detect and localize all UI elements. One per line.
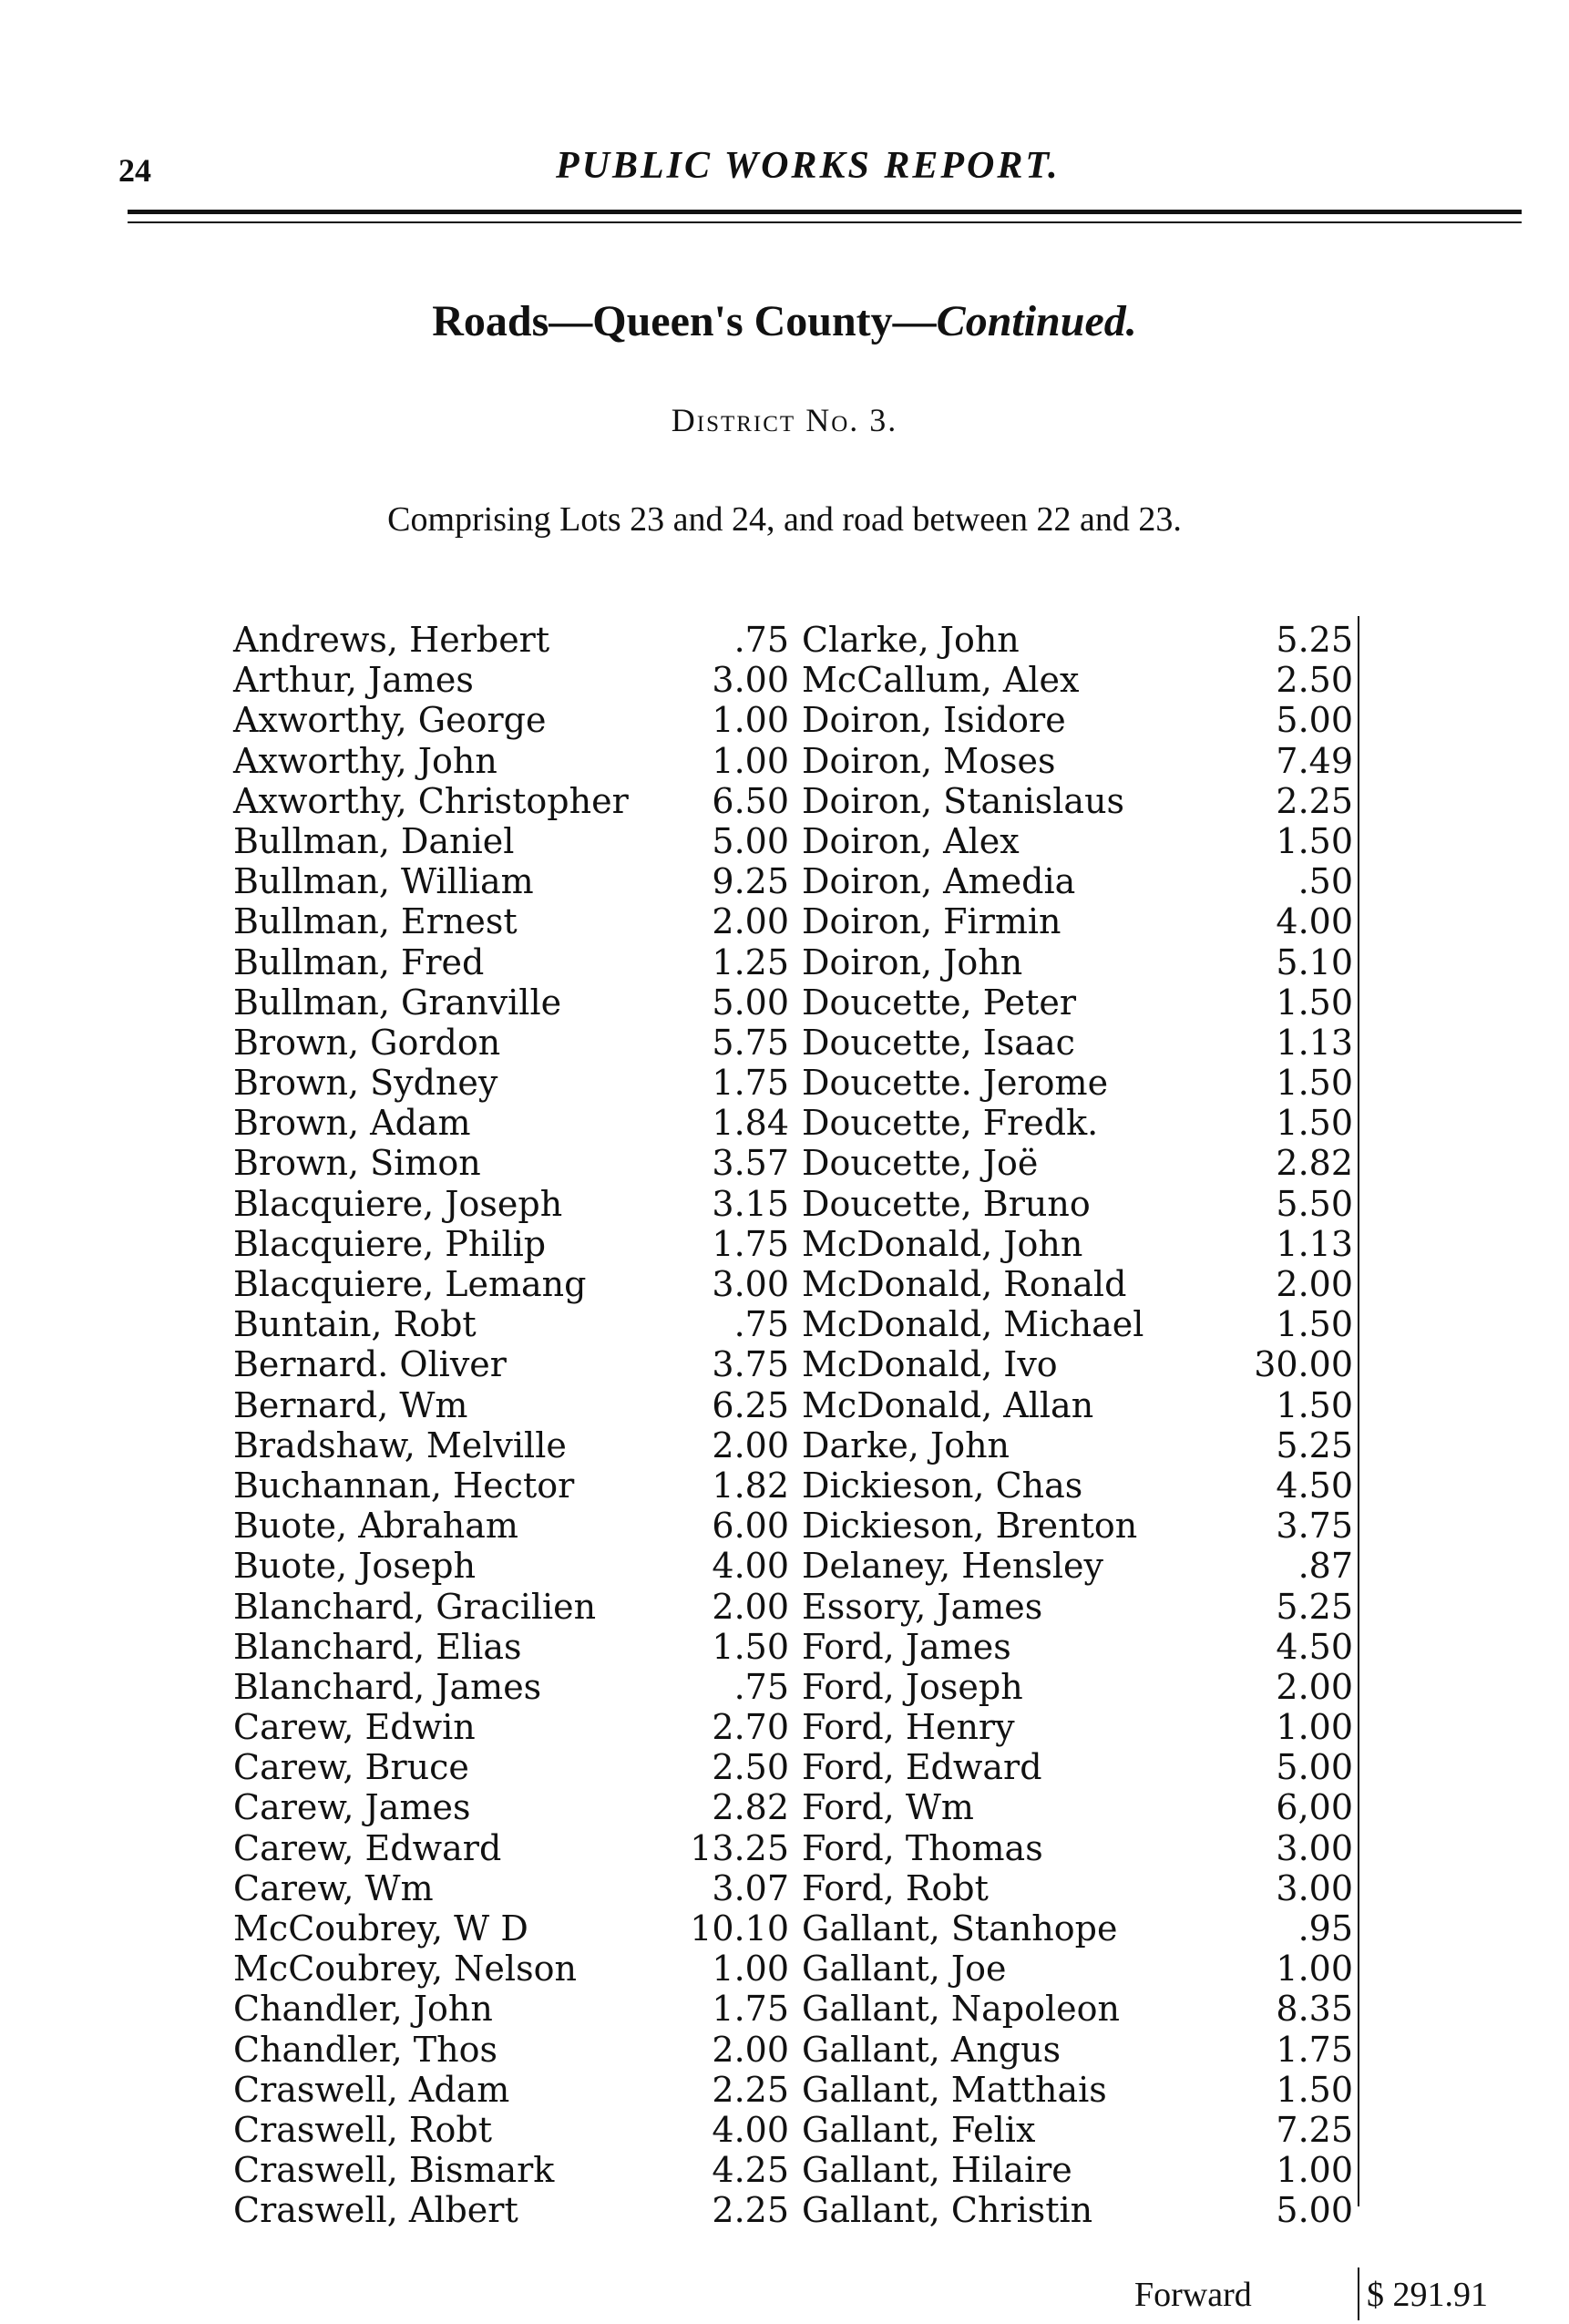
- payment-amount: 2.00: [1276, 1264, 1353, 1304]
- payment-amount: 2.00: [712, 1424, 789, 1465]
- list-item: [802, 1747, 1353, 1787]
- list-item: [802, 901, 1353, 941]
- list-item: [233, 741, 789, 781]
- list-item: [233, 1868, 789, 1908]
- payee-name: Gallant, Christin: [802, 2190, 1093, 2231]
- payee-name: Buntain, Robt: [233, 1304, 477, 1345]
- payee-name: Gallant, Felix: [802, 2109, 1036, 2150]
- payee-name: Doiron, Firmin: [802, 901, 1061, 942]
- payment-amount: 4.00: [712, 2109, 789, 2150]
- payment-amount: 1.50: [1276, 1384, 1353, 1425]
- list-item: [802, 1949, 1353, 1989]
- payee-name: Clarke, John: [802, 620, 1020, 660]
- payment-amount: .50: [1297, 861, 1353, 902]
- payment-amount: 2.50: [1276, 660, 1353, 701]
- list-item: [802, 1908, 1353, 1949]
- list-item: [802, 660, 1353, 700]
- list-item: [802, 1465, 1353, 1506]
- list-item: [802, 1103, 1353, 1143]
- payee-name: Brown, Adam: [233, 1103, 471, 1144]
- payee-name: Ford, Robt: [802, 1867, 989, 1908]
- payee-name: Ford, Henry: [802, 1707, 1015, 1748]
- payment-amount: 30.00: [1254, 1344, 1353, 1385]
- payee-name: Ford, Wm: [802, 1787, 974, 1828]
- payee-name: Axworthy, John: [233, 740, 497, 781]
- payment-amount: 1.50: [1276, 820, 1353, 861]
- payee-name: Axworthy, George: [233, 700, 547, 741]
- list-item: [233, 1103, 789, 1143]
- payment-amount: 2.82: [712, 1787, 789, 1828]
- list-item: [802, 1627, 1353, 1667]
- column-rule: [1358, 616, 1359, 2206]
- payment-amount: 4.00: [1276, 901, 1353, 942]
- payment-amount: 1.13: [1276, 1022, 1353, 1063]
- list-item: [233, 1667, 789, 1707]
- payment-amount: 1.25: [712, 941, 789, 982]
- payee-name: Gallant, Joe: [802, 1949, 1007, 1990]
- payment-amount: 3.00: [1276, 1827, 1353, 1868]
- payee-name: Bullman, Granville: [233, 982, 562, 1023]
- payee-name: Bernard. Oliver: [233, 1344, 507, 1385]
- list-item: [802, 741, 1353, 781]
- list-item: [233, 1304, 789, 1344]
- payment-amount: 1.00: [712, 740, 789, 781]
- payee-name: Doiron, Stanislaus: [802, 780, 1125, 821]
- list-item: [233, 2190, 789, 2230]
- payment-amount: 1.50: [1276, 1103, 1353, 1144]
- payee-name: Doiron, Moses: [802, 740, 1056, 781]
- payee-name: Carew, Bruce: [233, 1747, 469, 1788]
- list-item: [233, 901, 789, 941]
- payee-name: Ford, Edward: [802, 1747, 1042, 1788]
- payee-name: Darke, John: [802, 1424, 1010, 1465]
- payee-name: Bullman, William: [233, 861, 534, 902]
- list-item: [802, 1304, 1353, 1344]
- district-heading: District No. 3.: [671, 402, 898, 438]
- payment-amount: 2.82: [1276, 1143, 1353, 1184]
- payee-name: Buote, Abraham: [233, 1506, 518, 1547]
- payee-name: Doiron, John: [802, 941, 1023, 982]
- payment-amount: 3.57: [712, 1143, 789, 1184]
- list-item: [233, 982, 789, 1023]
- payee-name: Axworthy, Christopher: [233, 780, 629, 821]
- payee-name: Blanchard, Elias: [233, 1626, 522, 1667]
- payment-amount: 1.50: [1276, 982, 1353, 1023]
- payment-amount: 2.00: [1276, 1666, 1353, 1707]
- payment-amount: .75: [733, 1304, 789, 1345]
- payee-name: Blacquiere, Philip: [233, 1223, 547, 1264]
- payment-amount: .75: [733, 620, 789, 660]
- payee-name: Craswell, Robt: [233, 2109, 492, 2150]
- payment-amount: 6.50: [712, 780, 789, 821]
- payee-name: Doucette. Jerome: [802, 1063, 1109, 1104]
- list-item: [802, 1667, 1353, 1707]
- payment-amount: 1.50: [1276, 2069, 1353, 2110]
- list-item: [233, 2070, 789, 2110]
- payee-name: Doucette, Joë: [802, 1143, 1039, 1184]
- list-item: [802, 2110, 1353, 2150]
- list-item: [802, 1264, 1353, 1304]
- payment-amount: 1.75: [712, 1989, 789, 2030]
- payment-amount: 5.75: [712, 1022, 789, 1063]
- payee-name: Gallant, Matthais: [802, 2069, 1107, 2110]
- list-item: [233, 1989, 789, 2029]
- payee-name: Craswell, Bismark: [233, 2150, 555, 2191]
- list-item: [233, 1747, 789, 1787]
- list-item: [233, 1425, 789, 1465]
- payee-name: Brown, Sydney: [233, 1063, 498, 1104]
- payee-name: Blanchard, James: [233, 1666, 542, 1707]
- payee-name: Buchannan, Hector: [233, 1465, 575, 1506]
- payment-amount: 1.75: [712, 1063, 789, 1104]
- payment-amount: 1.84: [712, 1103, 789, 1144]
- payee-name: Bernard, Wm: [233, 1384, 468, 1425]
- list-item: [233, 660, 789, 700]
- payment-amount: 5.00: [712, 982, 789, 1023]
- list-item: [233, 1344, 789, 1384]
- list-item: [802, 1989, 1353, 2029]
- payee-name: Gallant, Stanhope: [802, 1908, 1118, 1949]
- payee-name: Doiron, Amedia: [802, 861, 1076, 902]
- section-title-continued: Continued.: [936, 297, 1137, 345]
- payment-amount: 1.00: [1276, 1707, 1353, 1748]
- payment-amount: 4.50: [1276, 1626, 1353, 1667]
- payee-name: Doiron, Isidore: [802, 700, 1066, 741]
- running-title: PUBLIC WORKS REPORT.: [556, 145, 1061, 187]
- list-item: [233, 1546, 789, 1586]
- payee-name: McDonald, Allan: [802, 1384, 1094, 1425]
- section-title-main: Roads—Queen's County—: [432, 297, 937, 345]
- section-title: [0, 296, 1569, 346]
- list-item: [802, 1063, 1353, 1103]
- payment-amount: 3.00: [712, 1264, 789, 1304]
- payment-amount: 2.00: [712, 2029, 789, 2070]
- payment-amount: 2.25: [712, 2190, 789, 2231]
- payee-name: Andrews, Herbert: [233, 620, 550, 660]
- payee-name: Dickieson, Chas: [802, 1465, 1083, 1506]
- list-item: [802, 2150, 1353, 2190]
- list-item: [233, 1385, 789, 1425]
- list-item: [233, 1949, 789, 1989]
- payment-amount: 5.50: [1276, 1183, 1353, 1224]
- list-item: [802, 821, 1353, 861]
- payee-name: Carew, Edwin: [233, 1707, 476, 1748]
- payment-amount: 2.25: [1276, 780, 1353, 821]
- payment-amount: 3.00: [1276, 1867, 1353, 1908]
- payee-name: Ford, Joseph: [802, 1666, 1023, 1707]
- list-item: [233, 861, 789, 901]
- payment-amount: 5.25: [1276, 1586, 1353, 1627]
- header-rule: [128, 210, 1522, 223]
- payment-amount: 5.00: [1276, 1747, 1353, 1788]
- payment-amount: 2.25: [712, 2069, 789, 2110]
- list-item: [233, 1184, 789, 1224]
- list-item: [802, 2190, 1353, 2230]
- payee-name: Doucette, Isaac: [802, 1022, 1075, 1063]
- list-item: [233, 2030, 789, 2070]
- payee-name: Carew, Wm: [233, 1867, 434, 1908]
- payee-name: Chandler, John: [233, 1989, 493, 2030]
- payee-name: Buote, Joseph: [233, 1546, 477, 1587]
- list-item: [233, 821, 789, 861]
- list-item: [802, 1385, 1353, 1425]
- list-item: [233, 1908, 789, 1949]
- payee-name: Chandler, Thos: [233, 2029, 497, 2070]
- payment-amount: 3.75: [1276, 1506, 1353, 1547]
- payment-amount: 7.49: [1276, 740, 1353, 781]
- payment-amount: 1.13: [1276, 1223, 1353, 1264]
- list-item: [802, 1787, 1353, 1827]
- payment-amount: 8.35: [1276, 1989, 1353, 2030]
- payment-amount: 2.00: [712, 901, 789, 942]
- payment-amount: 5.00: [1276, 2190, 1353, 2231]
- list-item: [233, 1587, 789, 1627]
- payment-amount: .75: [733, 1666, 789, 1707]
- payment-amount: 5.10: [1276, 941, 1353, 982]
- payee-name: Delaney, Hensley: [802, 1546, 1104, 1587]
- payment-amount: 1.50: [1276, 1304, 1353, 1345]
- list-item: [233, 2110, 789, 2150]
- payee-name: Craswell, Adam: [233, 2069, 510, 2110]
- payee-name: McCoubrey, Nelson: [233, 1949, 577, 1990]
- payment-amount: 2.00: [712, 1586, 789, 1627]
- payment-amount: 1.00: [712, 1949, 789, 1990]
- list-item: [233, 1828, 789, 1868]
- payee-name: Doucette, Peter: [802, 982, 1077, 1023]
- payment-amount: 9.25: [712, 861, 789, 902]
- payment-amount: 1.00: [1276, 2150, 1353, 2191]
- payment-amount: 6,00: [1276, 1787, 1353, 1828]
- forward-label: Forward: [1134, 2276, 1252, 2314]
- payment-amount: 4.00: [712, 1546, 789, 1587]
- payment-amount: 1.50: [1276, 1063, 1353, 1104]
- payment-amount: 5.00: [1276, 700, 1353, 741]
- payee-name: Ford, Thomas: [802, 1827, 1043, 1868]
- list-item: [233, 1787, 789, 1827]
- payment-amount: 1.50: [712, 1626, 789, 1667]
- list-item: [802, 1023, 1353, 1063]
- list-item: [802, 1184, 1353, 1224]
- payment-amount: 1.75: [1276, 2029, 1353, 2070]
- payment-amount: 2.50: [712, 1747, 789, 1788]
- list-item: [233, 700, 789, 740]
- payee-name: McDonald, Michael: [802, 1304, 1144, 1345]
- list-item: [802, 1224, 1353, 1264]
- left-column: [233, 620, 789, 2231]
- payment-amount: 6.00: [712, 1506, 789, 1547]
- list-item: [802, 1828, 1353, 1868]
- list-item: [802, 1506, 1353, 1546]
- payee-name: Doiron, Alex: [802, 820, 1020, 861]
- payment-amount: 1.75: [712, 1223, 789, 1264]
- payee-name: Doucette, Bruno: [802, 1183, 1091, 1224]
- list-item: [802, 2030, 1353, 2070]
- page-number: 24: [118, 152, 151, 189]
- forward-total: $ 291.91: [1367, 2276, 1488, 2314]
- list-item: [233, 1063, 789, 1103]
- list-item: [233, 2150, 789, 2190]
- payee-name: Gallant, Hilaire: [802, 2150, 1072, 2191]
- list-item: [802, 1143, 1353, 1183]
- list-item: [233, 1506, 789, 1546]
- payment-amount: .87: [1297, 1546, 1353, 1587]
- payee-name: Brown, Gordon: [233, 1022, 501, 1063]
- list-item: [802, 781, 1353, 821]
- list-item: [802, 1344, 1353, 1384]
- payment-amount: 4.25: [712, 2150, 789, 2191]
- payment-amount: 5.25: [1276, 1424, 1353, 1465]
- list-item: [233, 1023, 789, 1063]
- list-item: [802, 700, 1353, 740]
- payee-name: Blacquiere, Lemang: [233, 1264, 587, 1304]
- list-item: [802, 2070, 1353, 2110]
- payment-amount: 6.25: [712, 1384, 789, 1425]
- list-item: [233, 1264, 789, 1304]
- payee-name: McDonald, Ivo: [802, 1344, 1058, 1385]
- forward-rule: [1358, 2267, 1359, 2320]
- payee-name: Gallant, Angus: [802, 2029, 1061, 2070]
- payee-name: Bullman, Fred: [233, 941, 485, 982]
- payee-name: Carew, James: [233, 1787, 471, 1828]
- district-description: Comprising Lots 23 and 24, and road between 22 and 23.: [387, 500, 1182, 539]
- list-item: [233, 1143, 789, 1183]
- payee-name: Blacquiere, Joseph: [233, 1183, 563, 1224]
- payee-name: Bullman, Daniel: [233, 820, 515, 861]
- list-item: [233, 1224, 789, 1264]
- payee-name: Bullman, Ernest: [233, 901, 518, 942]
- list-item: [802, 1587, 1353, 1627]
- payee-name: Brown, Simon: [233, 1143, 481, 1184]
- payee-name: McDonald, John: [802, 1223, 1083, 1264]
- payee-name: McDonald, Ronald: [802, 1264, 1127, 1304]
- list-item: [233, 781, 789, 821]
- payee-name: Essory, James: [802, 1586, 1043, 1627]
- payment-amount: 1.00: [1276, 1949, 1353, 1990]
- list-item: [802, 861, 1353, 901]
- list-item: [802, 942, 1353, 982]
- payment-amount: 5.00: [712, 820, 789, 861]
- payee-name: Carew, Edward: [233, 1827, 502, 1868]
- payment-amount: 5.25: [1276, 620, 1353, 660]
- payee-name: McCoubrey, W D: [233, 1908, 528, 1949]
- payee-name: Gallant, Napoleon: [802, 1989, 1120, 2030]
- payment-amount: 10.10: [690, 1908, 789, 1949]
- payment-amount: 4.50: [1276, 1465, 1353, 1506]
- list-item: [802, 982, 1353, 1023]
- payment-amount: 3.75: [712, 1344, 789, 1385]
- payment-amount: 2.70: [712, 1707, 789, 1748]
- list-item: [233, 1707, 789, 1747]
- payment-amount: 1.82: [712, 1465, 789, 1506]
- payee-name: Blanchard, Gracilien: [233, 1586, 597, 1627]
- payee-name: Arthur, James: [233, 660, 474, 701]
- payee-name: Doucette, Fredk.: [802, 1103, 1099, 1144]
- payment-amount: 13.25: [690, 1827, 789, 1868]
- list-item: [233, 620, 789, 660]
- payment-amount: 3.07: [712, 1867, 789, 1908]
- list-item: [233, 1627, 789, 1667]
- payment-amount: 3.15: [712, 1183, 789, 1224]
- payee-name: Ford, James: [802, 1626, 1011, 1667]
- payment-amount: 3.00: [712, 660, 789, 701]
- list-item: [233, 1465, 789, 1506]
- list-item: [233, 942, 789, 982]
- list-item: [802, 1425, 1353, 1465]
- list-item: [802, 620, 1353, 660]
- payee-name: Dickieson, Brenton: [802, 1506, 1138, 1547]
- payment-amount: 1.00: [712, 700, 789, 741]
- payee-name: McCallum, Alex: [802, 660, 1080, 701]
- payment-amount: .95: [1297, 1908, 1353, 1949]
- list-item: [802, 1868, 1353, 1908]
- payee-name: Craswell, Albert: [233, 2190, 518, 2231]
- payee-name: Bradshaw, Melville: [233, 1424, 567, 1465]
- right-column: [802, 620, 1353, 2231]
- payment-amount: 7.25: [1276, 2109, 1353, 2150]
- list-item: [802, 1546, 1353, 1586]
- list-item: [802, 1707, 1353, 1747]
